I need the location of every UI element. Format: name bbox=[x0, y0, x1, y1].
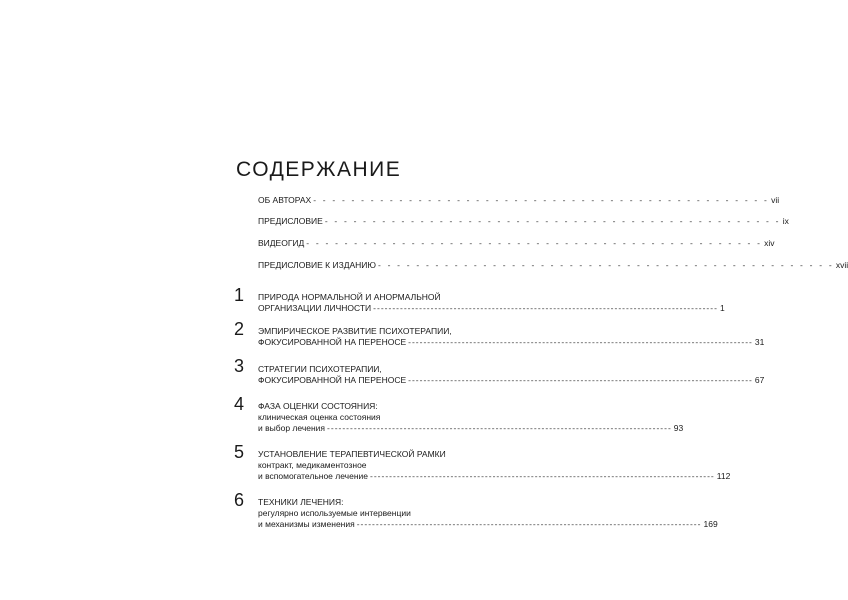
chapter-page: 112 bbox=[716, 471, 731, 481]
chapter-number: 5 bbox=[234, 442, 245, 462]
chapter-subtitle: регулярно используемые интервенции bbox=[258, 508, 411, 518]
chapter-subtitle: клиническая оценка состояния bbox=[258, 412, 381, 422]
chapter-page: 93 bbox=[673, 423, 684, 433]
entry-page: xvii bbox=[835, 260, 848, 270]
chapter-page: 1 bbox=[719, 303, 725, 313]
chapter-number: 4 bbox=[234, 394, 245, 414]
dot-leader: ------------------------------------------------------------------------------------------ bbox=[373, 303, 718, 313]
dot-leader: ------------------------------------------------------------------------------------------ bbox=[408, 337, 753, 347]
chapter-title: УСТАНОВЛЕНИЕ ТЕРАПЕВТИЧЕСКОЙ РАМКИ bbox=[258, 449, 446, 459]
page-title: СОДЕРЖАНИЕ bbox=[236, 158, 402, 181]
toc-chapter-2[interactable] bbox=[258, 326, 765, 348]
toc-entry-edition-preface[interactable] bbox=[258, 260, 848, 271]
chapter-subtitle-cont: и вспомогательное лечение bbox=[258, 471, 369, 481]
toc-chapter-5[interactable] bbox=[258, 449, 731, 482]
chapter-title: ТЕХНИКИ ЛЕЧЕНИЯ: bbox=[258, 497, 344, 507]
entry-label: ВИДЕОГИД bbox=[258, 238, 305, 248]
chapter-page: 31 bbox=[754, 337, 765, 347]
chapter-number: 3 bbox=[234, 356, 245, 376]
chapter-subtitle: контракт, медикаментозное bbox=[258, 460, 367, 470]
dot-leader: ------------------------------------------------------------------------------------------ bbox=[370, 471, 715, 481]
entry-label: ПРЕДИСЛОВИЕ bbox=[258, 216, 323, 226]
entry-label: ПРЕДИСЛОВИЕ К ИЗДАНИЮ bbox=[258, 260, 376, 270]
dot-leader: - - - - - - - - - - - - - - - - - - - - - - - - - - - - - - - - - - - - - - - - - - - - - - - - bbox=[378, 260, 834, 270]
chapter-title: СТРАТЕГИИ ПСИХОТЕРАПИИ, bbox=[258, 364, 382, 374]
toc-entry-preface[interactable] bbox=[258, 216, 789, 227]
entry-page: xiv bbox=[764, 238, 775, 248]
chapter-number: 2 bbox=[234, 319, 245, 339]
toc-entry-video-guide[interactable] bbox=[258, 238, 775, 249]
entry-label: ОБ АВТОРАХ bbox=[258, 195, 312, 205]
chapter-title: ПРИРОДА НОРМАЛЬНОЙ И АНОРМАЛЬНОЙ bbox=[258, 292, 441, 302]
dot-leader: ------------------------------------------------------------------------------------------ bbox=[356, 519, 702, 529]
chapter-page: 67 bbox=[754, 375, 765, 385]
toc-chapter-4[interactable] bbox=[258, 401, 684, 434]
chapter-number: 1 bbox=[234, 285, 245, 305]
chapter-title: ФАЗА ОЦЕНКИ СОСТОЯНИЯ: bbox=[258, 401, 378, 411]
chapter-title: ЭМПИРИЧЕСКОЕ РАЗВИТИЕ ПСИХОТЕРАПИИ, bbox=[258, 326, 452, 336]
chapter-number: 6 bbox=[234, 490, 245, 510]
chapter-subtitle-cont: и выбор лечения bbox=[258, 423, 326, 433]
entry-page: vii bbox=[771, 195, 780, 205]
toc-entry-about-authors[interactable] bbox=[258, 195, 780, 206]
dot-leader: - - - - - - - - - - - - - - - - - - - - - - - - - - - - - - - - - - - - - - - - - - - - - - - - bbox=[313, 195, 770, 205]
toc-chapter-6[interactable] bbox=[258, 497, 718, 530]
chapter-page: 169 bbox=[703, 519, 718, 529]
chapter-title-cont: ФОКУСИРОВАННОЙ НА ПЕРЕНОСЕ bbox=[258, 375, 407, 385]
chapter-subtitle-cont: и механизмы изменения bbox=[258, 519, 355, 529]
toc-chapter-3[interactable] bbox=[258, 364, 765, 386]
toc-chapter-1[interactable] bbox=[258, 292, 725, 314]
chapter-title-cont: ФОКУСИРОВАННОЙ НА ПЕРЕНОСЕ bbox=[258, 337, 407, 347]
entry-page: ix bbox=[782, 216, 789, 226]
dot-leader: ------------------------------------------------------------------------------------------ bbox=[408, 375, 753, 385]
dot-leader: ------------------------------------------------------------------------------------------ bbox=[327, 423, 672, 433]
chapter-title-cont: ОРГАНИЗАЦИИ ЛИЧНОСТИ bbox=[258, 303, 372, 313]
dot-leader: - - - - - - - - - - - - - - - - - - - - - - - - - - - - - - - - - - - - - - - - - - - - - - - - bbox=[324, 216, 781, 226]
dot-leader: - - - - - - - - - - - - - - - - - - - - - - - - - - - - - - - - - - - - - - - - - - - - - - - - bbox=[306, 238, 763, 248]
